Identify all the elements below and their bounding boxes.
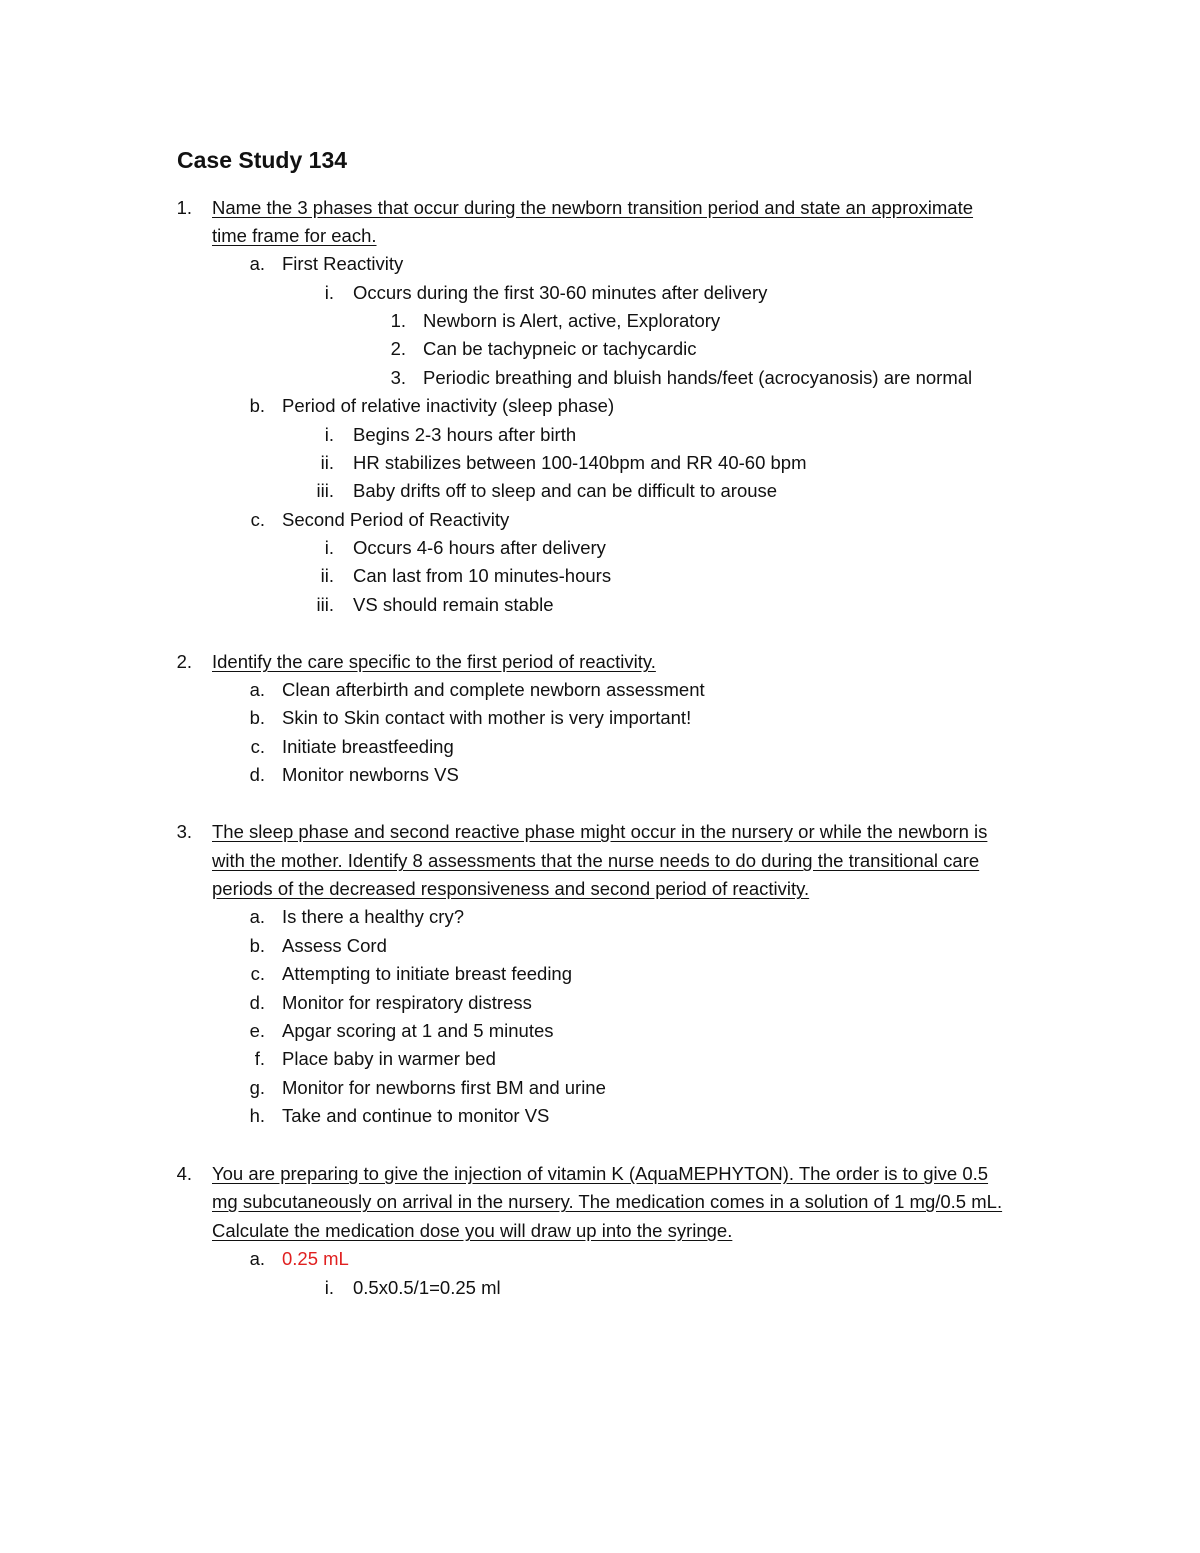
q2-b-marker: b. bbox=[249, 707, 265, 728]
question-2-number: 2. bbox=[176, 651, 192, 672]
question-1-number: 1. bbox=[176, 197, 192, 218]
q2-d-marker: d. bbox=[249, 764, 265, 785]
q3-d-marker: d. bbox=[249, 992, 265, 1013]
q1-a-i-text: Occurs during the first 30-60 minutes after delivery bbox=[353, 282, 768, 303]
q3-c-text: Attempting to initiate breast feeding bbox=[282, 963, 573, 984]
q3-h-text: Take and continue to monitor VS bbox=[282, 1105, 550, 1126]
q4-a-i-marker: i. bbox=[324, 1277, 334, 1298]
question-3-text-line-3: periods of the decreased responsiveness and second period of reactivity. bbox=[212, 878, 810, 899]
q1-b-i-marker: i. bbox=[324, 424, 334, 445]
question-4-text-line-1: You are preparing to give the injection of vitamin K (AquaMEPHYTON). The order is to give 0.5 bbox=[212, 1163, 989, 1184]
q3-e-text: Apgar scoring at 1 and 5 minutes bbox=[282, 1020, 554, 1041]
q1-c-ii-marker: ii. bbox=[320, 565, 334, 586]
q1-c-ii-text: Can last from 10 minutes-hours bbox=[353, 565, 612, 586]
q1-b-i-text: Begins 2-3 hours after birth bbox=[353, 424, 577, 445]
q4-a-marker: a. bbox=[249, 1248, 265, 1269]
q1-a-i-3-marker: 3. bbox=[390, 367, 406, 388]
question-4-text-line-3: Calculate the medication dose you will draw up into the syringe. bbox=[212, 1220, 733, 1241]
q2-a-marker: a. bbox=[249, 679, 265, 700]
q3-e-marker: e. bbox=[249, 1020, 265, 1041]
question-3-number: 3. bbox=[176, 821, 192, 842]
q2-c-text: Initiate breastfeeding bbox=[282, 736, 454, 757]
q1-b-iii-marker: iii. bbox=[316, 480, 334, 501]
q1-b-iii-text: Baby drifts off to sleep and can be difficult to arouse bbox=[353, 480, 778, 501]
q1-c-iii-text: VS should remain stable bbox=[353, 594, 554, 615]
q2-c-marker: c. bbox=[250, 736, 265, 757]
q2-d-text: Monitor newborns VS bbox=[282, 764, 459, 785]
q4-answer-text: 0.25 mL bbox=[282, 1248, 349, 1269]
q1-c-i-marker: i. bbox=[324, 537, 334, 558]
q2-b-text: Skin to Skin contact with mother is very important! bbox=[282, 707, 692, 728]
q1-b-ii-text: HR stabilizes between 100-140bpm and RR 40-60 bpm bbox=[353, 452, 807, 473]
q1-a-i-marker: i. bbox=[324, 282, 334, 303]
q3-g-marker: g. bbox=[249, 1077, 265, 1098]
q3-f-marker: f. bbox=[254, 1048, 265, 1069]
q1-a-marker: a. bbox=[249, 253, 265, 274]
question-4-number: 4. bbox=[176, 1163, 192, 1184]
q2-a-text: Clean afterbirth and complete newborn assessment bbox=[282, 679, 705, 700]
q1-b-ii-marker: ii. bbox=[320, 452, 334, 473]
q1-a-text: First Reactivity bbox=[282, 253, 404, 274]
question-1-text-line-2: time frame for each. bbox=[212, 225, 377, 246]
q1-a-i-3-text: Periodic breathing and bluish hands/feet (acrocyanosis) are normal bbox=[423, 367, 973, 388]
q3-a-marker: a. bbox=[249, 906, 265, 927]
question-1-text-line-1: Name the 3 phases that occur during the newborn transition period and state an approximate bbox=[212, 197, 974, 218]
q1-a-i-2-marker: 2. bbox=[390, 338, 406, 359]
q1-b-text: Period of relative inactivity (sleep phase) bbox=[282, 395, 615, 416]
question-3-text-line-2: with the mother. Identify 8 assessments that the nurse needs to do during the transitional care bbox=[212, 850, 980, 871]
q1-a-i-1-text: Newborn is Alert, active, Exploratory bbox=[423, 310, 721, 331]
q1-c-marker: c. bbox=[250, 509, 265, 530]
q4-calculation-text: 0.5x0.5/1=0.25 ml bbox=[353, 1277, 501, 1298]
q3-g-text: Monitor for newborns first BM and urine bbox=[282, 1077, 606, 1098]
q1-c-iii-marker: iii. bbox=[316, 594, 334, 615]
question-2-text: Identify the care specific to the first period of reactivity. bbox=[212, 651, 656, 672]
q3-b-marker: b. bbox=[249, 935, 265, 956]
q3-d-text: Monitor for respiratory distress bbox=[282, 992, 532, 1013]
q3-b-text: Assess Cord bbox=[282, 935, 387, 956]
q3-c-marker: c. bbox=[250, 963, 265, 984]
q1-a-i-2-text: Can be tachypneic or tachycardic bbox=[423, 338, 697, 359]
question-3-text-line-1: The sleep phase and second reactive phase might occur in the nursery or while the newborn is bbox=[212, 821, 988, 842]
q3-f-text: Place baby in warmer bed bbox=[282, 1048, 496, 1069]
q1-b-marker: b. bbox=[249, 395, 265, 416]
q1-a-i-1-marker: 1. bbox=[390, 310, 406, 331]
q1-c-text: Second Period of Reactivity bbox=[282, 509, 510, 530]
q3-h-marker: h. bbox=[249, 1105, 265, 1126]
q3-a-text: Is there a healthy cry? bbox=[282, 906, 465, 927]
page-title: Case Study 134 bbox=[177, 147, 348, 173]
question-4-text-line-2: mg subcutaneously on arrival in the nursery. The medication comes in a solution of 1 mg/0.5 mL. bbox=[212, 1191, 1003, 1212]
q1-c-i-text: Occurs 4-6 hours after delivery bbox=[353, 537, 606, 558]
